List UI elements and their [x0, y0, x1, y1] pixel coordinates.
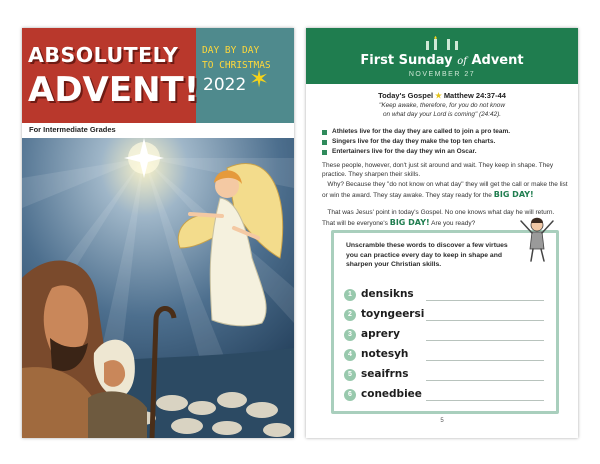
row-number-badge: 3: [344, 329, 356, 341]
cover-title-line1: ABSOLUTELY: [28, 43, 179, 67]
list-item: [322, 127, 567, 137]
page-title: [306, 53, 578, 68]
answer-line[interactable]: [426, 360, 544, 361]
scrambled-word: conedbiee: [361, 388, 422, 400]
answer-line[interactable]: [426, 380, 544, 381]
bullet-text: Athletes live for the day they are called to join a pro team.: [332, 128, 511, 135]
header-banner: [306, 28, 578, 84]
cover-tagline-line2: TO CHRISTMAS: [202, 60, 271, 71]
cover-grades-strip: [22, 123, 294, 138]
title-part-b: Advent: [471, 53, 524, 68]
row-number-badge: 6: [344, 389, 356, 401]
quote-line-2: on what day your Lord is coming" (24:42).: [382, 110, 502, 118]
gospel-reference: Matthew 24:37-44: [443, 91, 506, 100]
row-number-badge: 4: [344, 349, 356, 361]
unscramble-activity-box: [331, 230, 559, 414]
cover-tagline-line1: DAY BY DAY: [202, 45, 260, 56]
cover-grades-label: For Intermediate Grades: [29, 125, 116, 134]
quote-line-1: "Keep awake, therefore, for you do not know: [379, 102, 505, 109]
scramble-row: [344, 289, 544, 303]
answer-line[interactable]: [426, 340, 544, 341]
bullet-list: [322, 127, 567, 157]
paragraph-2-text: Why? Because they "do not know on what day" they will get the call or make the list or win the award. They stay awake. They stay ready for the: [322, 181, 568, 200]
body-paragraph-1: These people, however, don't just sit around and wait. They keep in shape. They practice. They sharpen their skills.: [322, 162, 554, 179]
row-number-badge: 5: [344, 369, 356, 381]
scrambled-word: notesyh: [361, 348, 409, 360]
bullet-square-icon: [322, 130, 327, 135]
bullet-text: Singers live for the day they make the top ten charts.: [332, 138, 496, 145]
gospel-label: Today's Gospel: [378, 91, 434, 100]
cover-title-line2: ADVENT!: [28, 70, 200, 110]
big-day-label: BIG DAY!: [389, 218, 430, 228]
row-number-badge: 2: [344, 309, 356, 321]
scrambled-word: aprery: [361, 328, 400, 340]
answer-line[interactable]: [426, 400, 544, 401]
scrambled-word: densikns: [361, 288, 414, 300]
magazine-cover: [22, 28, 294, 438]
star-icon: ★: [435, 91, 442, 100]
bullet-square-icon: [322, 150, 327, 155]
cover-year: 2022: [203, 75, 247, 95]
row-number-badge: 1: [344, 289, 356, 301]
scramble-row: [344, 349, 544, 363]
bullet-text: Entertainers live for the day they win an Oscar.: [332, 148, 477, 155]
page-date: NOVEMBER 27: [408, 71, 476, 78]
list-item: [322, 147, 567, 157]
cheering-girl-illustration: [517, 215, 557, 263]
scramble-row: [344, 309, 544, 323]
answer-line[interactable]: [426, 320, 544, 321]
gospel-heading: [306, 91, 578, 100]
worksheet-page: [306, 28, 578, 438]
activity-instructions: Unscramble these words to discover a few virtues you can practice every day to keep in shape and sharpen your Christian skills.: [346, 242, 508, 269]
scramble-row: [344, 329, 544, 343]
answer-line[interactable]: [426, 300, 544, 301]
paragraph-3-question: Are you ready?: [431, 220, 476, 228]
body-paragraph-2: [322, 180, 568, 201]
paragraph-3-text: That was Jesus' point in today's Gospel. No one knows what day he will return. That will be everyone's: [322, 209, 555, 228]
scramble-row: [344, 369, 544, 383]
nativity-illustration: [22, 138, 294, 438]
scrambled-word: seaifrns: [361, 368, 409, 380]
big-day-label: BIG DAY!: [493, 190, 534, 200]
gospel-quote: [356, 102, 528, 119]
title-of: of: [457, 56, 467, 67]
bullet-square-icon: [322, 140, 327, 145]
star-icon: ✶: [249, 66, 270, 93]
list-item: [322, 137, 567, 147]
page-number: 5: [440, 418, 444, 424]
scrambled-word: toyngeersi: [361, 308, 425, 320]
title-part-a: First Sunday: [360, 53, 453, 68]
scramble-row: [344, 389, 544, 403]
